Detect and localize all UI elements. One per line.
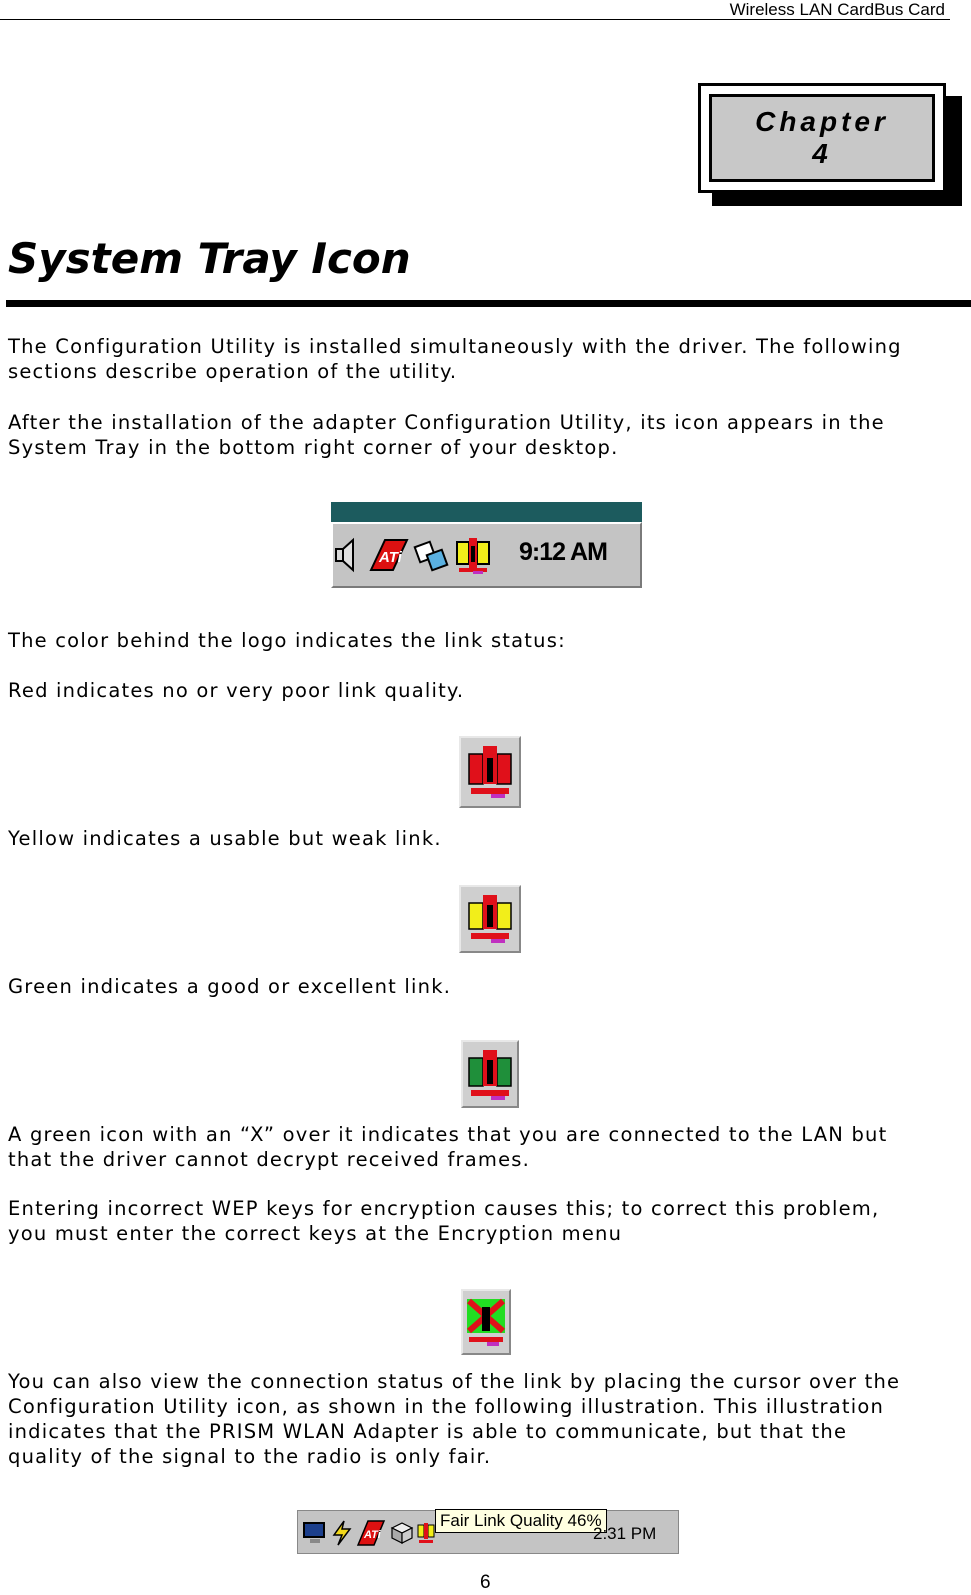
- page-header-title: Wireless LAN CardBus Card: [729, 0, 945, 19]
- color-intro-text: The color behind the logo indicates the link status:: [8, 629, 566, 652]
- wlan-utility-icon-small: [416, 1521, 436, 1545]
- intro-paragraph-2: [8, 410, 958, 460]
- yellow-link-icon-frame: [459, 885, 521, 953]
- wlan-utility-icon-yellow: [453, 536, 493, 576]
- green-x-link-icon: [463, 1291, 509, 1353]
- taskbar-strip: [331, 502, 642, 522]
- tray-clock-2: 2:31 PM: [593, 1524, 657, 1543]
- wep-line-b: you must enter the correct keys at the Encryption menu: [8, 1222, 623, 1245]
- monitor-icon: [302, 1521, 328, 1545]
- hover-paragraph: [8, 1369, 958, 1469]
- chapter-word: Chapter: [755, 106, 889, 137]
- intro-line-2a: After the installation of the adapter Configuration Utility, its icon appears in the: [8, 411, 885, 434]
- yellow-status-text: Yellow indicates a usable but weak link.: [8, 827, 442, 850]
- intro-line-2b: System Tray in the bottom right corner of your desktop.: [8, 436, 619, 459]
- green-status-text: Green indicates a good or excellent link.: [8, 975, 452, 998]
- intro-paragraph-1: [8, 334, 958, 384]
- hover-line-a: You can also view the connection status of the link by placing the cursor over the: [8, 1370, 901, 1393]
- tray-panel: [331, 522, 642, 588]
- page-number: 6: [480, 1572, 491, 1593]
- hover-line-d: quality of the signal to the radio is only fair.: [8, 1445, 492, 1468]
- ati-label-small: ATi: [364, 1529, 381, 1541]
- green-link-icon: [463, 1042, 517, 1106]
- power-icon: [330, 1519, 354, 1547]
- red-link-icon-frame: [459, 736, 521, 808]
- page-title: System Tray Icon: [8, 234, 411, 283]
- green-x-icon-frame: [461, 1289, 511, 1355]
- x-line-b: that the driver cannot decrypt received frames.: [8, 1148, 531, 1171]
- intro-line-1a: The Configuration Utility is installed simultaneously with the driver. The following: [8, 335, 902, 358]
- x-icon-paragraph: [8, 1122, 958, 1172]
- ati-icon-small: [356, 1519, 386, 1547]
- title-rule: [6, 300, 971, 307]
- x-line-a: A green icon with an “X” over it indicates that you are connected to the LAN but: [8, 1123, 888, 1146]
- chapter-badge: [698, 83, 946, 193]
- link-quality-tooltip: Fair Link Quality 46%: [435, 1509, 607, 1533]
- red-link-icon: [461, 738, 519, 806]
- system-tray-tooltip-screenshot: [297, 1510, 679, 1554]
- green-link-icon-frame: [461, 1040, 519, 1108]
- network-icon: [413, 536, 449, 574]
- hover-line-c: indicates that the PRISM WLAN Adapter is able to communicate, but that the: [8, 1420, 848, 1443]
- wep-paragraph: [8, 1196, 958, 1246]
- tray-clock: 9:12 AM: [519, 538, 607, 566]
- ati-icon: [367, 536, 409, 574]
- system-tray-screenshot: [331, 502, 642, 588]
- header-rule: [0, 19, 950, 20]
- ati-label: ATi: [379, 549, 402, 566]
- cube-icon: [390, 1521, 414, 1545]
- chapter-number: 4: [812, 138, 832, 169]
- speaker-icon: [333, 536, 361, 574]
- hover-line-b: Configuration Utility icon, as shown in the following illustration. This illustration: [8, 1395, 885, 1418]
- intro-line-1b: sections describe operation of the utility.: [8, 360, 458, 383]
- wep-line-a: Entering incorrect WEP keys for encryption causes this; to correct this problem,: [8, 1197, 880, 1220]
- yellow-link-icon: [461, 887, 519, 951]
- red-status-text: Red indicates no or very poor link quality.: [8, 679, 465, 702]
- chapter-badge-inner: [709, 94, 935, 182]
